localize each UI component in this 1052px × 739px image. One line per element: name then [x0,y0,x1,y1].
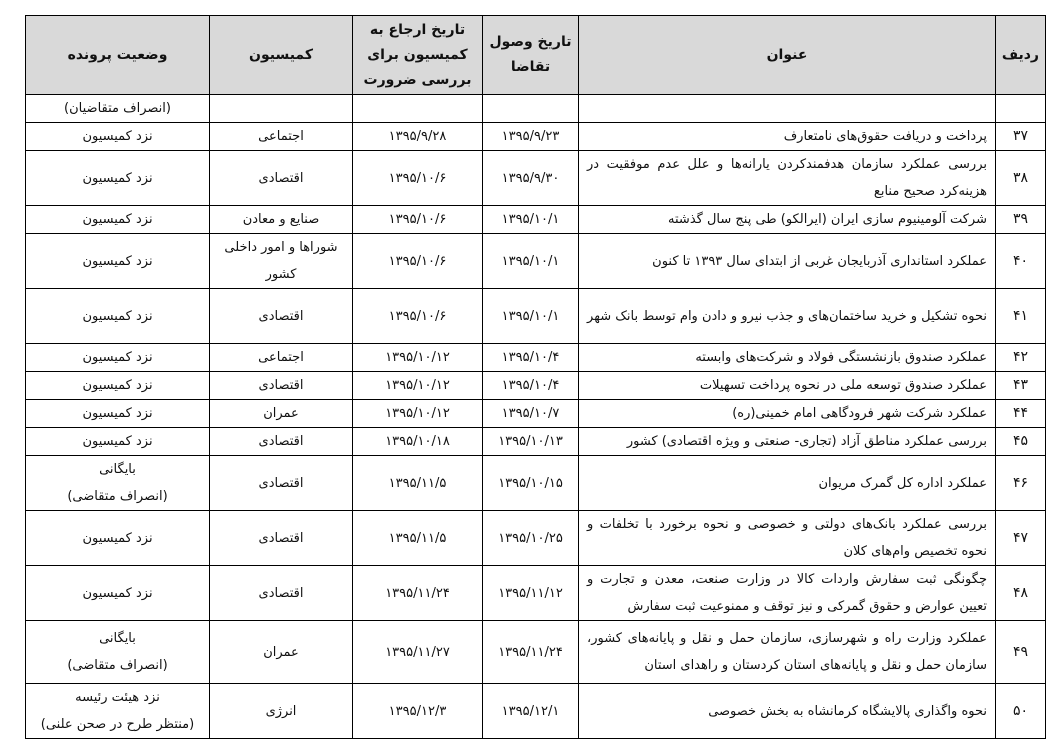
table-row [26,234,1046,289]
cell-title: بررسی عملکرد بانک‌های دولتی و خصوصی و نحوه برخورد با تخلفات و نحوه تخصیص وام‌های کلان [579,511,996,566]
cell-radif: ۴۸ [996,566,1046,621]
cell-title: عملکرد اداره کل گمرک مریوان [579,456,996,511]
cell-received: ۱۳۹۵/۱۰/۷ [483,400,579,428]
cell-commission: اقتصادی [210,566,353,621]
cell-status [26,456,210,511]
cell-received: ۱۳۹۵/۱۱/۱۲ [483,566,579,621]
table-row [26,684,1046,739]
cell-radif: ۳۹ [996,206,1046,234]
cell-status [26,344,210,372]
cell-commission: اقتصادی [210,372,353,400]
cell-referral: ۱۳۹۵/۱۰/۱۲ [353,400,483,428]
table-row [26,344,1046,372]
status-text: بایگانی [99,631,136,646]
header-referral-date: تاریخ ارجاع به کمیسیون برای بررسی ضرورت [353,16,483,95]
status-text: نزد کمیسیون [82,129,153,144]
status-text: نزد کمیسیون [82,378,153,393]
cell-commission: اقتصادی [210,456,353,511]
status-text: نزد کمیسیون [82,308,153,324]
status-text: نزد کمیسیون [82,434,153,449]
cell-radif: ۴۰ [996,234,1046,289]
cell-radif: ۴۷ [996,511,1046,566]
cell-radif: ۳۷ [996,123,1046,151]
status-text: نزد کمیسیون [82,406,153,421]
cell-received: ۱۳۹۵/۱۰/۴ [483,344,579,372]
cell-commission: عمران [210,621,353,684]
cell-referral [353,95,483,123]
cell-commission [210,95,353,123]
cell-status [26,511,210,566]
status-text: بایگانی [99,462,136,477]
status-text: نزد کمیسیون [82,212,153,227]
cell-received: ۱۳۹۵/۱۱/۲۴ [483,621,579,684]
cell-status [26,400,210,428]
continuation-row [26,95,1046,123]
cell-title: پرداخت و دریافت حقوق‌های نامتعارف [579,123,996,151]
cell-title [579,95,996,123]
cell-title: بررسی عملکرد مناطق آزاد (تجاری- صنعتی و ویژه اقتصادی) کشور [579,428,996,456]
cell-commission: اقتصادی [210,151,353,206]
table-row [26,372,1046,400]
cell-status [26,151,210,206]
cell-radif: ۴۲ [996,344,1046,372]
cell-commission: عمران [210,400,353,428]
cell-referral: ۱۳۹۵/۹/۲۸ [353,123,483,151]
cell-referral: ۱۳۹۵/۱۰/۶ [353,234,483,289]
cell-referral: ۱۳۹۵/۱۱/۲۷ [353,621,483,684]
cell-status [26,206,210,234]
cell-status [26,621,210,684]
status-text: نزد کمیسیون [82,585,153,601]
cell-received: ۱۳۹۵/۹/۲۳ [483,123,579,151]
status-text: نزد کمیسیون [82,170,153,186]
table-row [26,456,1046,511]
status-note: (انصراف متقاضی) [67,489,168,504]
status-text: نزد کمیسیون [82,253,153,269]
cell-referral: ۱۳۹۵/۱۱/۵ [353,456,483,511]
cell-commission: اقتصادی [210,511,353,566]
cell-status [26,684,210,739]
cell-received: ۱۳۹۵/۹/۳۰ [483,151,579,206]
cell-status [26,428,210,456]
cell-received: ۱۳۹۵/۱۰/۱ [483,234,579,289]
table-row [26,511,1046,566]
cell-title: عملکرد صندوق بازنشستگی فولاد و شرکت‌های وابسته [579,344,996,372]
table-row [26,400,1046,428]
cell-title: عملکرد صندوق توسعه ملی در نحوه پرداخت تسهیلات [579,372,996,400]
cell-commission: انرژی [210,684,353,739]
header-status: وضعیت پرونده [26,16,210,95]
cell-commission: اقتصادی [210,289,353,344]
cell-received: ۱۳۹۵/۱۰/۱۵ [483,456,579,511]
status-text: نزد کمیسیون [82,530,153,546]
cell-received: ۱۳۹۵/۱۰/۱۳ [483,428,579,456]
cell-status: (انصراف متقاضیان) [26,95,210,123]
cell-referral: ۱۳۹۵/۱۱/۲۴ [353,566,483,621]
cell-title: بررسی عملکرد سازمان هدفمندکردن یارانه‌ها و علل عدم موفقیت در هزینه‌کرد صحیح منابع [579,151,996,206]
table-row [26,123,1046,151]
cell-title: نحوه واگذاری پالایشگاه کرمانشاه به بخش خصوصی [579,684,996,739]
table-row [26,206,1046,234]
cell-status [26,289,210,344]
cell-radif: ۴۶ [996,456,1046,511]
cell-title: عملکرد استانداری آذربایجان غربی از ابتدای سال ۱۳۹۳ تا کنون [579,234,996,289]
cell-radif: ۴۱ [996,289,1046,344]
cell-referral: ۱۳۹۵/۱۱/۵ [353,511,483,566]
status-text: نزد کمیسیون [82,350,153,365]
cell-referral: ۱۳۹۵/۱۰/۶ [353,206,483,234]
cell-referral: ۱۳۹۵/۱۰/۶ [353,151,483,206]
cell-title: نحوه تشکیل و خرید ساختمان‌های و جذب نیرو و دادن وام توسط بانک شهر [579,289,996,344]
status-note: (انصراف متقاضی) [67,658,168,673]
cell-radif: ۵۰ [996,684,1046,739]
cell-received: ۱۳۹۵/۱۰/۱ [483,206,579,234]
header-commission: کمیسیون [210,16,353,95]
table-row [26,566,1046,621]
cell-referral: ۱۳۹۵/۱۲/۳ [353,684,483,739]
cell-referral: ۱۳۹۵/۱۰/۱۲ [353,344,483,372]
cell-radif [996,95,1046,123]
cell-title: عملکرد شرکت شهر فرودگاهی امام خمینی(ره) [579,400,996,428]
cell-title: شرکت آلومینیوم سازی ایران (ایرالکو) طی پنج سال گذشته [579,206,996,234]
cell-referral: ۱۳۹۵/۱۰/۱۲ [353,372,483,400]
inquiry-requests-table [25,15,1046,739]
table-row [26,428,1046,456]
cell-commission: اقتصادی [210,428,353,456]
header-radif: ردیف [996,16,1046,95]
cell-commission: صنایع و معادن [210,206,353,234]
cell-received: ۱۳۹۵/۱۰/۴ [483,372,579,400]
cell-radif: ۴۴ [996,400,1046,428]
header-title: عنوان [579,16,996,95]
cell-referral: ۱۳۹۵/۱۰/۱۸ [353,428,483,456]
cell-status [26,234,210,289]
cell-received [483,95,579,123]
cell-status [26,123,210,151]
cell-title: چگونگی ثبت سفارش واردات کالا در وزارت صنعت، معدن و تجارت و تعیین عوارض و حقوق گمرکی و نیز توقف و ممنوعیت ثبت سفارش [579,566,996,621]
cell-title: عملکرد وزارت راه و شهرسازی، سازمان حمل و نقل و پایانه‌های کشور، سازمان حمل و نقل و پایانه‌های استان کردستان و راهدای استان [579,621,996,684]
cell-radif: ۴۳ [996,372,1046,400]
cell-radif: ۳۸ [996,151,1046,206]
cell-commission: اجتماعی [210,344,353,372]
table-row [26,621,1046,684]
cell-status [26,566,210,621]
cell-status [26,372,210,400]
cell-received: ۱۳۹۵/۱۰/۱ [483,289,579,344]
table-row [26,289,1046,344]
cell-radif: ۴۹ [996,621,1046,684]
status-text: نزد هیئت رئیسه [75,690,160,705]
cell-referral: ۱۳۹۵/۱۰/۶ [353,289,483,344]
cell-radif: ۴۵ [996,428,1046,456]
header-row [26,16,1046,95]
cell-commission: شوراها و امور داخلی کشور [210,234,353,289]
cell-received: ۱۳۹۵/۱۰/۲۵ [483,511,579,566]
cell-commission: اجتماعی [210,123,353,151]
cell-received: ۱۳۹۵/۱۲/۱ [483,684,579,739]
table-row [26,151,1046,206]
header-received-date: تاریخ وصول تقاضا [483,16,579,95]
status-note: (منتظر طرح در صحن علنی) [40,717,195,732]
